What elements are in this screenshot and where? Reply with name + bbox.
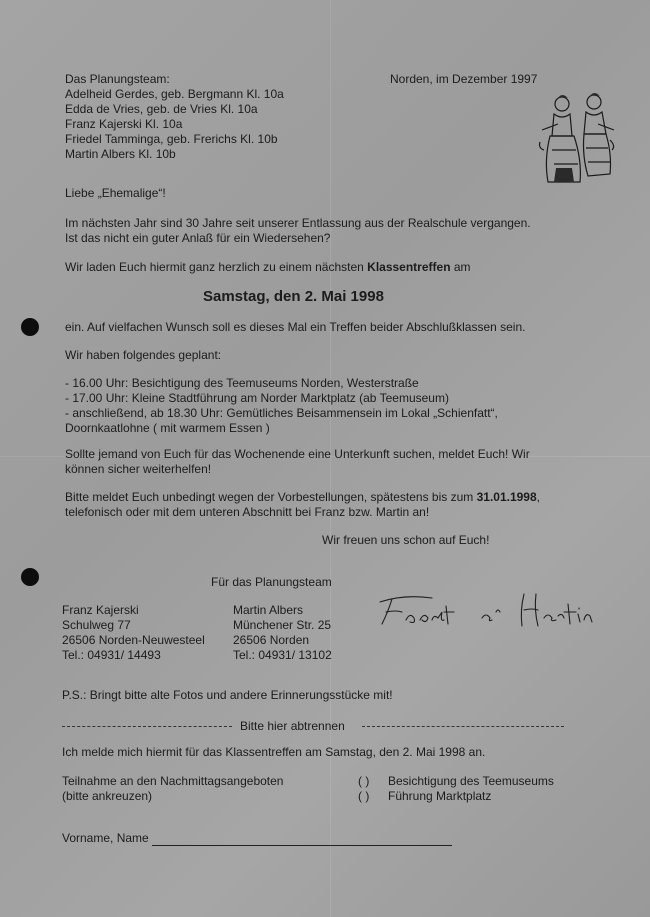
place-date: Norden, im Dezember 1997 — [390, 72, 538, 86]
contact-city: 26506 Norden — [233, 633, 310, 647]
team-member: Adelheid Gerdes, geb. Bergmann Kl. 10a — [65, 87, 284, 101]
punch-hole-top — [21, 318, 39, 336]
closing: Wir freuen uns schon auf Euch! — [322, 533, 490, 547]
paragraph-2: ein. Auf vielfachen Wunsch soll es dieses Mal ein Treffen beider Abschlußklassen sein. — [65, 320, 526, 334]
event-date-headline: Samstag, den 2. Mai 1998 — [203, 288, 384, 305]
deadline-prefix: Bitte meldet Euch unbedingt wegen der Vorbestellungen, spätestens bis zum — [65, 490, 477, 504]
invitation-prefix: Wir laden Euch hiermit ganz herzlich zu einem nächsten — [65, 260, 368, 274]
invitation-line — [65, 260, 471, 275]
contact-name: Martin Albers — [233, 603, 304, 617]
name-label: Vorname, Name — [62, 831, 149, 845]
people-illustration-icon — [536, 90, 618, 190]
option-teemuseum-label: Besichtigung des Teemuseums — [388, 774, 554, 788]
participation-hint: (bitte ankreuzen) — [62, 789, 153, 803]
invitation-suffix: am — [450, 260, 471, 274]
deadline-date: 31.01.1998 — [476, 490, 537, 504]
handwritten-signature — [374, 590, 599, 635]
contact-phone: Tel.: 04931/ 14493 — [62, 648, 161, 662]
team-member: Friedel Tamminga, geb. Frerichs Kl. 10b — [65, 132, 278, 146]
team-member: Franz Kajerski Kl. 10a — [65, 117, 183, 131]
contact-street: Münchener Str. 25 — [233, 618, 332, 632]
cut-line — [62, 719, 564, 734]
paragraph-4-line-2: telefonisch oder mit dem unteren Abschnitt bei Franz bzw. Martin an! — [65, 505, 430, 519]
invitation-keyword: Klassentreffen — [367, 260, 451, 274]
punch-hole-bottom — [21, 568, 39, 586]
cut-dashes-right — [362, 726, 564, 727]
name-field[interactable] — [152, 845, 452, 846]
team-member: Martin Albers Kl. 10b — [65, 147, 176, 161]
paragraph-4-line-1 — [65, 490, 540, 505]
plan-item: - 17.00 Uhr: Kleine Stadtführung am Norder Marktplatz (ab Teemuseum) — [65, 391, 449, 405]
paragraph-3-line-2: können sicher weiterhelfen! — [65, 462, 212, 476]
cut-label: Bitte hier abtrennen — [240, 719, 345, 733]
contact-name: Franz Kajerski — [62, 603, 139, 617]
paragraph-1-line-1: Im nächsten Jahr sind 30 Jahre seit unserer Entlassung aus der Realschule vergangen. — [65, 216, 531, 230]
team-member: Edda de Vries, geb. de Vries Kl. 10a — [65, 102, 258, 116]
plan-intro: Wir haben folgendes geplant: — [65, 348, 222, 362]
contact-phone: Tel.: 04931/ 13102 — [233, 648, 332, 662]
team-title: Das Planungsteam: — [65, 72, 170, 86]
paragraph-1-line-2: Ist das nicht ein guter Anlaß für ein Wiedersehen? — [65, 231, 331, 245]
plan-item: - anschließend, ab 18.30 Uhr: Gemütliches Beisammensein im Lokal „Schienfatt“, — [65, 406, 498, 420]
plan-item: - 16.00 Uhr: Besichtigung des Teemuseums Norden, Westerstraße — [65, 376, 419, 390]
greeting: Liebe „Ehemalige“! — [65, 186, 166, 200]
registration-statement: Ich melde mich hiermit für das Klassentreffen am Samstag, den 2. Mai 1998 an. — [62, 745, 486, 759]
paragraph-3-line-1: Sollte jemand von Euch für das Wochenende eine Unterkunft suchen, meldet Euch! Wir — [65, 447, 530, 461]
plan-item: Doornkaatlohne ( mit warmem Essen ) — [65, 421, 270, 435]
checkbox-marktplatz[interactable]: ( ) — [358, 789, 370, 803]
contact-city: 26506 Norden-Neuwesteel — [62, 633, 205, 647]
cut-dashes-left — [62, 726, 232, 727]
checkbox-teemuseum[interactable]: ( ) — [358, 774, 370, 788]
contact-street: Schulweg 77 — [62, 618, 131, 632]
postscript: P.S.: Bringt bitte alte Fotos und andere Erinnerungsstücke mit! — [62, 688, 393, 702]
option-marktplatz-label: Führung Marktplatz — [388, 789, 492, 803]
participation-label: Teilnahme an den Nachmittagsangeboten — [62, 774, 284, 788]
for-team: Für das Planungsteam — [211, 575, 332, 589]
deadline-suffix: , — [536, 490, 540, 504]
